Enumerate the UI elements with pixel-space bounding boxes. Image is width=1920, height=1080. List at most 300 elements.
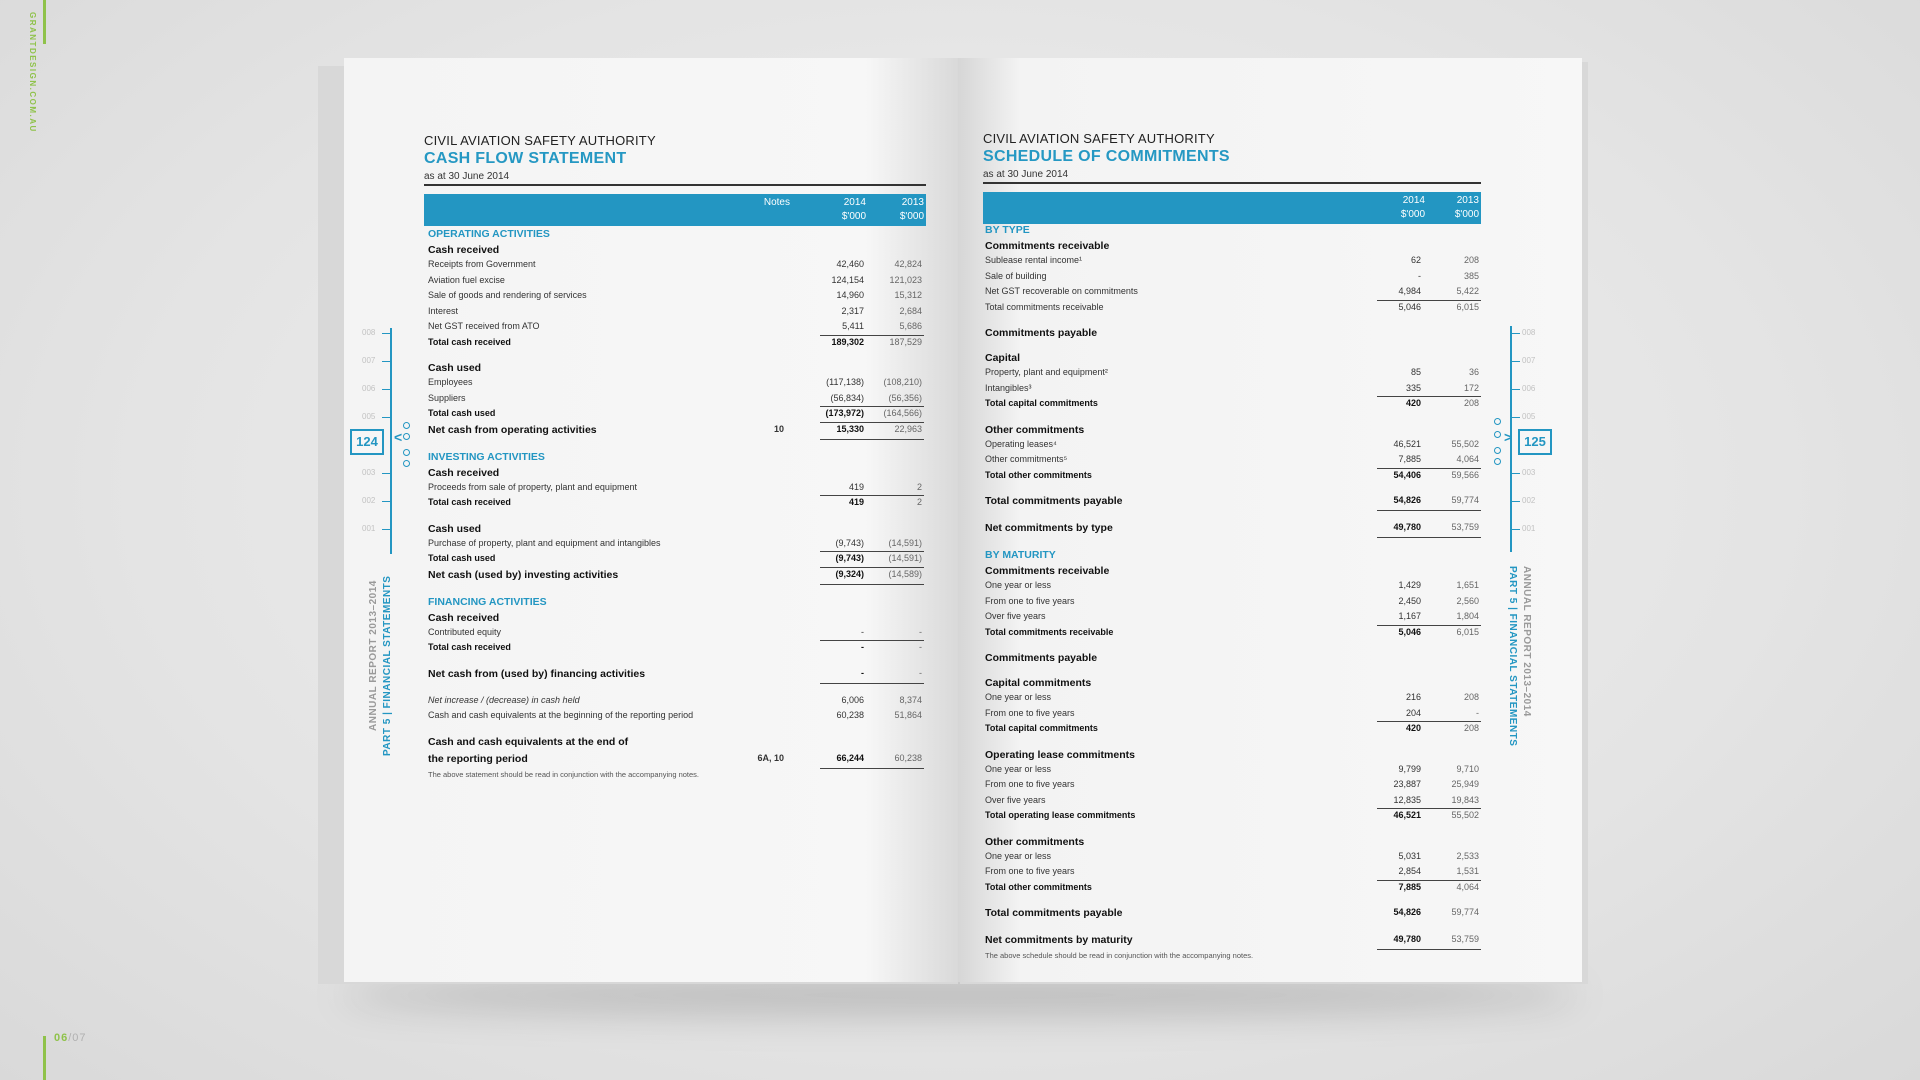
right-nav-dot xyxy=(1494,418,1501,425)
row-label: BY TYPE xyxy=(985,224,1030,236)
row-label: Intangibles³ xyxy=(985,382,1032,393)
nav-tick-label: 008 xyxy=(362,328,376,337)
value-2013: 1,531 xyxy=(1456,866,1479,876)
nav-tick xyxy=(382,529,390,530)
value-2014: 1,429 xyxy=(1398,580,1421,590)
row-label: From one to five years xyxy=(985,707,1075,718)
left-nav-dot xyxy=(403,422,410,429)
left-nav-line xyxy=(390,328,392,554)
value-2014: (173,972) xyxy=(825,408,864,418)
value-2014: - xyxy=(861,667,864,678)
value-2013: (56,356) xyxy=(888,392,922,403)
table-row xyxy=(985,692,1481,706)
value-2014: 204 xyxy=(1405,707,1421,718)
table-row xyxy=(428,736,924,750)
table-row xyxy=(985,723,1481,737)
value-2013: 53,759 xyxy=(1451,522,1479,532)
value-2014: 49,780 xyxy=(1393,522,1421,532)
row-label: Total cash received xyxy=(428,336,511,347)
nav-tick xyxy=(382,333,390,334)
value-2014: 66,244 xyxy=(836,752,864,763)
table-row xyxy=(428,362,924,376)
row-label: Operating leases⁴ xyxy=(985,438,1057,449)
value-2013: (14,591) xyxy=(888,553,922,563)
table-row xyxy=(985,240,1481,254)
right-page xyxy=(958,58,1582,982)
value-2014: 54,826 xyxy=(1393,907,1421,917)
value-2014: 4,984 xyxy=(1398,286,1421,296)
value-2014: - xyxy=(861,642,864,652)
row-label: Other commitments xyxy=(985,835,1085,848)
right-col-2013 xyxy=(1419,194,1479,222)
table-row xyxy=(428,596,924,610)
nav-tick-label: 005 xyxy=(362,412,376,421)
value-2014: 46,521 xyxy=(1393,438,1421,449)
right-nav-dot xyxy=(1494,447,1501,454)
left-column-header xyxy=(424,194,926,226)
row-label: Aviation fuel excise xyxy=(428,274,505,285)
nav-tick xyxy=(1512,333,1520,334)
table-row xyxy=(428,627,924,641)
value-2013: 385 xyxy=(1463,270,1479,281)
row-label: FINANCING ACTIVITIES xyxy=(428,595,547,608)
row-label: the reporting period xyxy=(428,752,528,765)
row-label: From one to five years xyxy=(985,866,1075,876)
value-2014: 42,460 xyxy=(836,259,864,269)
right-spine-part: PART 5 | FINANCIAL STATEMENTS xyxy=(1507,566,1518,747)
value-2014: 5,031 xyxy=(1398,850,1421,861)
table-row xyxy=(428,228,924,242)
value-2014: 5,046 xyxy=(1398,626,1421,637)
row-note: 6A, 10 xyxy=(757,752,784,763)
left-nav-dot xyxy=(403,460,410,467)
value-2014: 46,521 xyxy=(1393,810,1421,820)
row-label: Commitments payable xyxy=(985,652,1098,664)
table-row xyxy=(985,454,1481,468)
value-2013: 19,843 xyxy=(1451,794,1479,805)
row-label: BY MATURITY xyxy=(985,549,1056,561)
value-2013: - xyxy=(919,667,922,678)
row-label: Capital xyxy=(985,352,1021,364)
brand-url: GRANTDESIGN.COM.AU xyxy=(28,12,37,133)
table-row xyxy=(985,866,1481,880)
row-label: Net cash from (used by) financing activities xyxy=(428,667,646,680)
row-label: Net GST recoverable on commitments xyxy=(985,286,1138,296)
row-label: Total commitments payable xyxy=(985,907,1123,919)
table-row xyxy=(985,882,1481,896)
table-row xyxy=(985,677,1481,691)
row-label: Contributed equity xyxy=(428,626,502,637)
table-row xyxy=(428,393,924,407)
row-label: One year or less xyxy=(985,850,1052,861)
row-label: OPERATING ACTIVITIES xyxy=(428,228,550,240)
value-2014: 1,167 xyxy=(1398,611,1421,621)
right-col-2013-year: 2013 xyxy=(1456,195,1479,206)
nav-tick-label: 006 xyxy=(362,384,376,393)
right-spine-report: ANNUAL REPORT 2013–2014 xyxy=(1521,566,1532,717)
value-2014: 420 xyxy=(1405,398,1421,408)
value-2013: 51,864 xyxy=(894,710,922,720)
nav-tick xyxy=(382,473,390,474)
table-row xyxy=(985,580,1481,594)
value-2013: 208 xyxy=(1463,692,1479,702)
row-label: Proceeds from sale of property, plant and equipment xyxy=(428,481,637,492)
row-label: Interest xyxy=(428,305,459,316)
left-col-2013 xyxy=(864,196,924,224)
value-2014: (117,138) xyxy=(826,377,864,387)
right-nav-dot xyxy=(1494,458,1501,465)
table-row xyxy=(428,275,924,289)
left-spine-part: PART 5 | FINANCIAL STATEMENTS xyxy=(382,575,393,756)
nav-tick-label: 005 xyxy=(1522,412,1536,421)
value-2014: 420 xyxy=(1405,723,1421,733)
value-2013: - xyxy=(919,626,922,637)
table-row xyxy=(428,710,924,724)
table-row xyxy=(985,549,1481,563)
row-label: Other commitments xyxy=(985,423,1085,436)
brand-accent-top xyxy=(43,0,46,44)
row-label: Cash used xyxy=(428,522,482,535)
value-2014: 9,799 xyxy=(1398,763,1421,774)
right-nav-dot xyxy=(1494,431,1501,438)
row-label: Receipts from Government xyxy=(428,259,536,269)
left-page-number: 124 xyxy=(350,429,384,455)
row-label: Net cash (used by) investing activities xyxy=(428,568,619,581)
value-2014: 2,317 xyxy=(841,305,864,316)
total-rule xyxy=(820,683,924,684)
table-row xyxy=(428,553,924,567)
nav-tick xyxy=(1512,361,1520,362)
table-row xyxy=(985,951,1481,965)
table-row xyxy=(985,255,1481,269)
table-row xyxy=(428,612,924,626)
table-row xyxy=(985,851,1481,865)
row-label: Net commitments by maturity xyxy=(985,934,1133,946)
slide-pager xyxy=(54,1032,87,1044)
row-label: Total commitments receivable xyxy=(985,301,1104,312)
total-rule xyxy=(1377,949,1481,950)
value-2013: 8,374 xyxy=(899,694,922,705)
left-org-name: CIVIL AVIATION SAFETY AUTHORITY xyxy=(424,133,656,148)
table-row xyxy=(985,749,1481,763)
value-2014: 12,835 xyxy=(1393,794,1421,805)
row-label: Operating lease commitments xyxy=(985,748,1135,761)
right-col-2014 xyxy=(1365,194,1425,222)
nav-tick xyxy=(1512,501,1520,502)
row-label: Total other commitments xyxy=(985,881,1092,892)
value-2013: 208 xyxy=(1463,398,1479,408)
table-row xyxy=(428,770,924,784)
value-2013: 60,238 xyxy=(894,752,922,763)
row-label: Suppliers xyxy=(428,392,466,403)
row-label: The above schedule should be read in conjunction with the accompanying notes. xyxy=(985,951,1254,960)
row-label: Total other commitments xyxy=(985,469,1092,480)
value-2014: 14,960 xyxy=(836,290,864,300)
nav-tick-label: 003 xyxy=(1522,468,1536,477)
value-2013: 5,422 xyxy=(1456,286,1479,296)
right-nav-chevron-icon[interactable]: > xyxy=(1504,429,1513,445)
row-label: Net cash from operating activities xyxy=(428,423,597,436)
value-2013: (108,210) xyxy=(883,377,922,387)
table-row xyxy=(428,306,924,320)
table-row xyxy=(428,668,924,682)
row-label: Over five years xyxy=(985,794,1046,805)
left-nav-dot xyxy=(403,433,410,440)
value-2014: 2,854 xyxy=(1398,866,1421,876)
row-label: Total cash used xyxy=(428,408,496,418)
nav-tick-label: 006 xyxy=(1522,384,1536,393)
row-label: One year or less xyxy=(985,763,1052,774)
value-2014: (9,324) xyxy=(835,568,864,579)
value-2013: 55,502 xyxy=(1451,438,1479,449)
table-row xyxy=(428,482,924,496)
value-2013: 6,015 xyxy=(1456,301,1479,312)
brand-accent-bottom xyxy=(43,1036,46,1080)
value-2014: (9,743) xyxy=(835,553,864,563)
total-rule xyxy=(1377,510,1481,511)
value-2014: 124,154 xyxy=(831,274,864,285)
value-2013: 121,023 xyxy=(889,274,922,285)
table-row xyxy=(985,934,1481,948)
value-2013: 172 xyxy=(1463,382,1479,393)
table-row xyxy=(985,565,1481,579)
value-2014: 216 xyxy=(1405,692,1421,702)
row-label: Net GST received from ATO xyxy=(428,321,540,331)
left-nav-chevron-icon[interactable]: < xyxy=(394,429,403,445)
left-nav-dot xyxy=(403,449,410,456)
value-2013: 9,710 xyxy=(1456,763,1479,774)
value-2013: 208 xyxy=(1463,723,1479,733)
table-row xyxy=(985,652,1481,666)
value-2013: 1,651 xyxy=(1456,580,1479,590)
pager-total: /07 xyxy=(68,1032,87,1044)
value-2013: 2,560 xyxy=(1456,595,1479,606)
value-2013: 2 xyxy=(916,497,922,507)
table-row xyxy=(428,408,924,422)
left-col-2014-year: 2014 xyxy=(843,197,866,208)
left-date: as at 30 June 2014 xyxy=(424,171,510,182)
nav-tick-label: 003 xyxy=(362,468,376,477)
left-header-rule xyxy=(424,184,926,186)
value-2014: 49,780 xyxy=(1393,934,1421,944)
right-org-name: CIVIL AVIATION SAFETY AUTHORITY xyxy=(983,131,1215,146)
table-row xyxy=(428,451,924,465)
value-2014: 5,046 xyxy=(1398,301,1421,312)
table-row xyxy=(985,708,1481,722)
row-label: From one to five years xyxy=(985,779,1075,789)
table-row xyxy=(428,497,924,511)
table-row xyxy=(428,569,924,583)
table-row xyxy=(985,367,1481,381)
nav-tick-label: 001 xyxy=(1522,524,1536,533)
table-row xyxy=(428,377,924,391)
value-2013: - xyxy=(919,642,922,652)
value-2013: - xyxy=(1476,707,1479,718)
value-2013: 59,774 xyxy=(1451,495,1479,505)
value-2014: 23,887 xyxy=(1393,779,1421,789)
table-row xyxy=(428,424,924,438)
value-2013: 2,684 xyxy=(899,305,922,316)
table-row xyxy=(985,271,1481,285)
total-rule xyxy=(820,768,924,769)
table-row xyxy=(428,642,924,656)
row-label: The above statement should be read in conjunction with the accompanying notes. xyxy=(428,769,700,779)
row-label: Total capital commitments xyxy=(985,723,1098,733)
table-row xyxy=(985,907,1481,921)
row-label: Property, plant and equipment² xyxy=(985,367,1108,377)
row-label: Net commitments by type xyxy=(985,522,1113,534)
value-2013: (14,589) xyxy=(888,568,922,579)
value-2014: - xyxy=(861,626,864,637)
row-label: Cash and cash equivalents at the end of xyxy=(428,735,629,748)
left-col-notes: Notes xyxy=(763,197,790,208)
table-row xyxy=(428,244,924,258)
table-row xyxy=(985,611,1481,625)
table-row xyxy=(985,779,1481,793)
nav-tick xyxy=(382,501,390,502)
table-row xyxy=(985,495,1481,509)
value-2014: 2,450 xyxy=(1398,595,1421,606)
row-label: From one to five years xyxy=(985,595,1075,606)
left-col-2014-unit: $'000 xyxy=(841,211,866,222)
value-2014: (56,834) xyxy=(830,392,864,403)
value-2014: 54,406 xyxy=(1393,469,1421,480)
value-2014: 85 xyxy=(1410,367,1421,377)
pager-current: 06 xyxy=(54,1032,69,1044)
table-row xyxy=(428,321,924,335)
right-column-header xyxy=(983,192,1481,224)
table-row xyxy=(428,538,924,552)
left-col-2013-year: 2013 xyxy=(901,197,924,208)
nav-tick-label: 008 xyxy=(1522,328,1536,337)
row-label: Commitments payable xyxy=(985,327,1098,339)
row-label: INVESTING ACTIVITIES xyxy=(428,450,545,463)
row-label: Total commitments receivable xyxy=(985,626,1114,637)
total-rule xyxy=(1377,537,1481,538)
row-label: Total operating lease commitments xyxy=(985,810,1136,820)
value-2013: 55,502 xyxy=(1451,810,1479,820)
table-row xyxy=(985,470,1481,484)
value-2013: 2 xyxy=(916,481,922,492)
table-row xyxy=(985,424,1481,438)
nav-tick xyxy=(382,417,390,418)
value-2013: 15,312 xyxy=(894,290,922,300)
nav-tick xyxy=(382,389,390,390)
nav-tick-label: 007 xyxy=(362,356,376,365)
row-label: Cash received xyxy=(428,244,500,256)
value-2013: 42,824 xyxy=(894,259,922,269)
table-row xyxy=(985,286,1481,300)
table-row xyxy=(428,523,924,537)
right-col-2014-unit: $'000 xyxy=(1400,209,1425,220)
table-row xyxy=(985,383,1481,397)
right-page-title: SCHEDULE OF COMMITMENTS xyxy=(983,148,1230,165)
right-header-rule xyxy=(983,182,1481,184)
table-row xyxy=(985,327,1481,341)
value-2013: 208 xyxy=(1463,255,1479,265)
row-label: Purchase of property, plant and equipment and intangibles xyxy=(428,537,661,548)
table-row xyxy=(428,337,924,351)
row-label: One year or less xyxy=(985,580,1052,590)
value-2013: 1,804 xyxy=(1456,611,1479,621)
value-2014: 54,826 xyxy=(1393,495,1421,505)
value-2014: 60,238 xyxy=(836,710,864,720)
left-page xyxy=(344,58,958,982)
row-label: Net increase / (decrease) in cash held xyxy=(428,694,580,705)
row-label: Total cash received xyxy=(428,642,511,652)
nav-tick-label: 002 xyxy=(362,496,376,505)
value-2013: (14,591) xyxy=(888,537,922,548)
table-row xyxy=(985,302,1481,316)
table-row xyxy=(428,467,924,481)
total-rule xyxy=(820,584,924,585)
value-2014: 419 xyxy=(848,481,864,492)
row-label: Other commitments⁵ xyxy=(985,454,1068,464)
row-label: Total cash used xyxy=(428,553,496,563)
row-label: Cash and cash equivalents at the beginning of the reporting period xyxy=(428,710,694,720)
value-2013: 36 xyxy=(1468,367,1479,377)
value-2013: 4,064 xyxy=(1456,881,1479,892)
value-2013: 59,566 xyxy=(1451,469,1479,480)
row-label: Cash received xyxy=(428,611,500,624)
row-note: 10 xyxy=(773,423,784,434)
nav-tick-label: 002 xyxy=(1522,496,1536,505)
nav-tick-label: 001 xyxy=(362,524,376,533)
value-2014: - xyxy=(1418,270,1421,281)
value-2014: 419 xyxy=(848,497,864,507)
row-label: Capital commitments xyxy=(985,677,1092,689)
table-row xyxy=(985,522,1481,536)
nav-tick xyxy=(1512,529,1520,530)
row-label: Over five years xyxy=(985,611,1046,621)
nav-tick xyxy=(1512,473,1520,474)
row-label: Total capital commitments xyxy=(985,398,1098,408)
table-row xyxy=(428,259,924,273)
row-label: Total cash received xyxy=(428,497,511,507)
value-2013: 59,774 xyxy=(1451,907,1479,917)
nav-tick-label: 007 xyxy=(1522,356,1536,365)
table-row xyxy=(985,352,1481,366)
table-row xyxy=(985,398,1481,412)
nav-tick xyxy=(1512,389,1520,390)
row-label: One year or less xyxy=(985,692,1052,702)
left-spine-report: ANNUAL REPORT 2013–2014 xyxy=(368,580,379,731)
table-row xyxy=(985,627,1481,641)
row-label: Employees xyxy=(428,377,473,387)
value-2013: 25,949 xyxy=(1451,779,1479,789)
value-2013: 53,759 xyxy=(1451,934,1479,944)
table-row xyxy=(428,290,924,304)
right-date: as at 30 June 2014 xyxy=(983,169,1069,180)
table-row xyxy=(985,596,1481,610)
table-row xyxy=(985,836,1481,850)
table-row xyxy=(985,439,1481,453)
row-label: Commitments receivable xyxy=(985,240,1110,252)
value-2013: 22,963 xyxy=(894,423,922,434)
right-col-2013-unit: $'000 xyxy=(1454,209,1479,220)
row-label: Sublease rental income¹ xyxy=(985,255,1083,265)
value-2014: 6,006 xyxy=(841,694,864,705)
value-2014: 7,885 xyxy=(1398,454,1421,464)
left-page-title: CASH FLOW STATEMENT xyxy=(424,150,627,167)
value-2013: 6,015 xyxy=(1456,626,1479,637)
value-2013: (164,566) xyxy=(883,408,922,418)
table-row xyxy=(428,695,924,709)
value-2013: 2,533 xyxy=(1456,850,1479,861)
right-col-2014-year: 2014 xyxy=(1402,195,1425,206)
total-rule xyxy=(820,439,924,440)
value-2013: 5,686 xyxy=(899,321,922,331)
